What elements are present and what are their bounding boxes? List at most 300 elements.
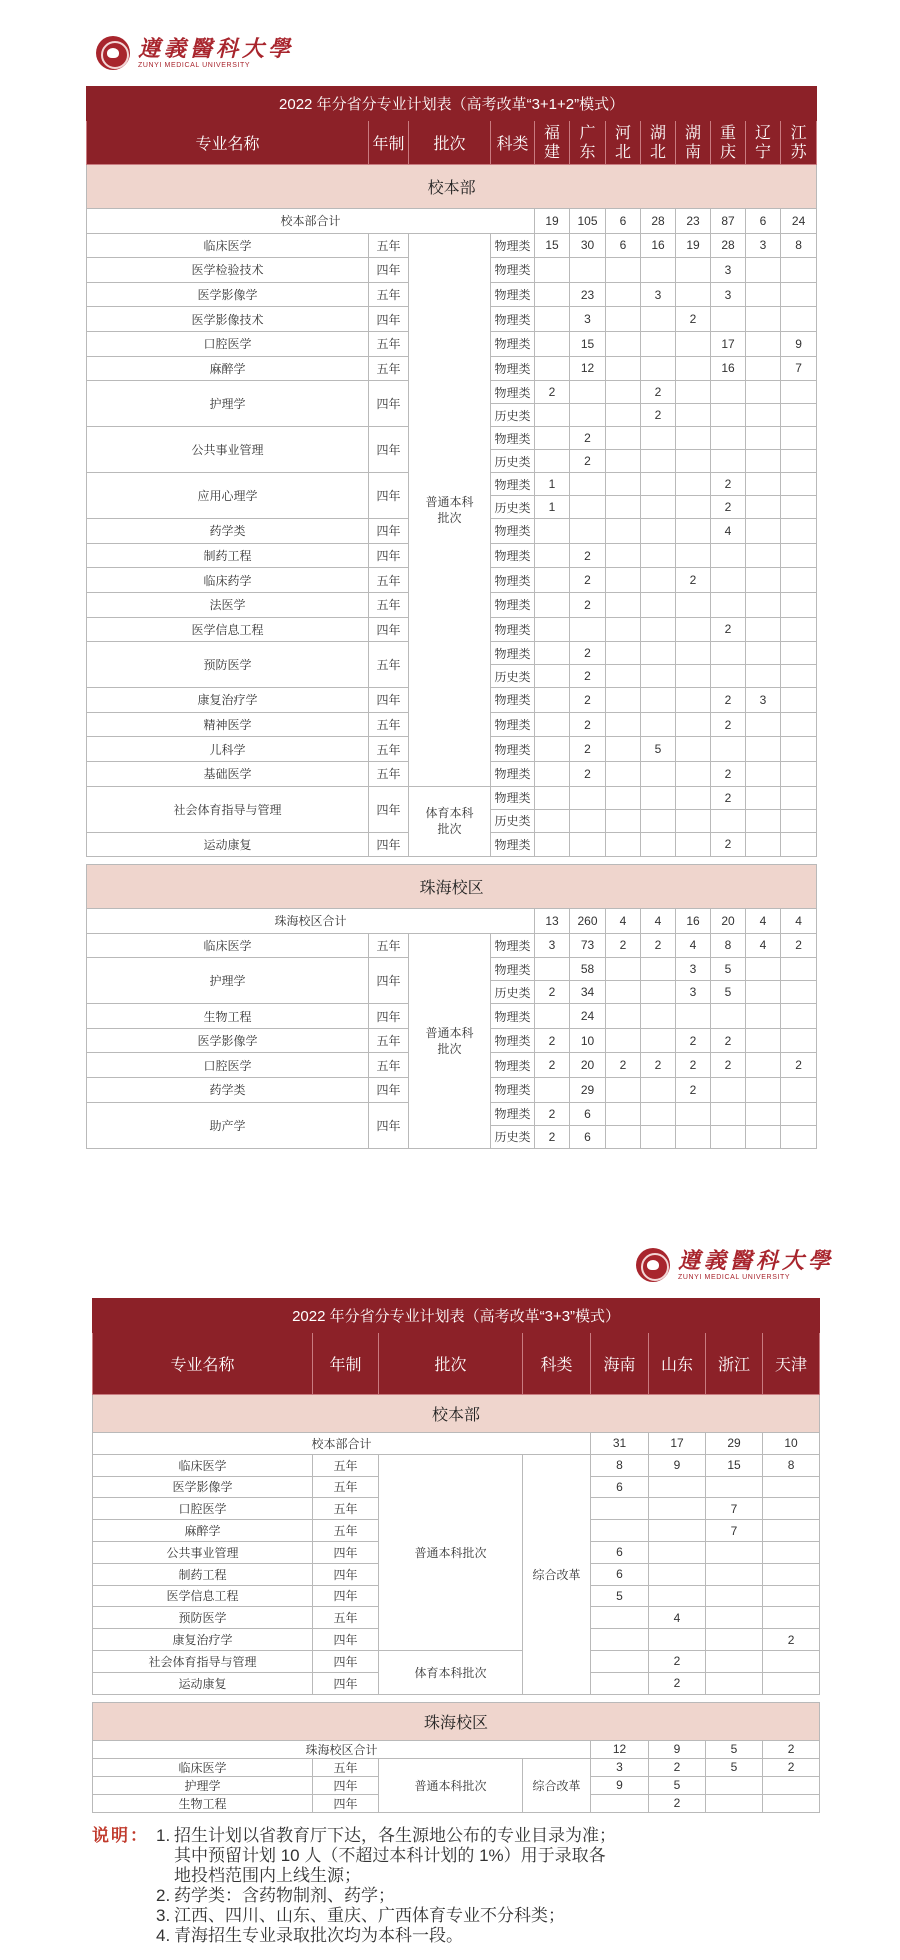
- plan-count: [706, 1794, 763, 1812]
- plan-count: 8: [763, 1454, 820, 1476]
- plan-count: 3: [676, 958, 711, 981]
- subject-type: 历史类: [491, 665, 535, 688]
- major-name: 医学影像学: [93, 1476, 313, 1498]
- major-years: 四年: [313, 1563, 379, 1585]
- header-province: 湖南: [676, 121, 711, 165]
- major-years: 五年: [369, 642, 409, 688]
- plan-count: 2: [649, 1794, 706, 1812]
- subject-type: 物理类: [491, 282, 535, 307]
- plan-count: [676, 473, 711, 496]
- plan-count: 29: [570, 1078, 606, 1103]
- plan-count: [606, 381, 641, 404]
- plan-count: 3: [641, 282, 676, 307]
- total-value: 4: [781, 909, 817, 934]
- plan-count: [535, 761, 570, 786]
- major-years: 四年: [313, 1541, 379, 1563]
- plan-count: [606, 568, 641, 593]
- total-row: [93, 1740, 820, 1758]
- plan-count: 6: [591, 1541, 649, 1563]
- plan-count: [746, 1125, 781, 1148]
- notes-list: [156, 1826, 812, 1946]
- plan-count: [606, 688, 641, 713]
- plan-count: [641, 307, 676, 332]
- plan-count: [746, 642, 781, 665]
- university-seal-icon-2: [636, 1248, 670, 1282]
- subject-type: 历史类: [491, 450, 535, 473]
- plan-count: 2: [676, 1078, 711, 1103]
- plan-count: [781, 381, 817, 404]
- header-province: 广东: [570, 121, 606, 165]
- plan-count: [711, 1004, 746, 1029]
- plan-count: [676, 519, 711, 544]
- plan-count: [535, 809, 570, 832]
- major-years: 五年: [369, 737, 409, 762]
- plan-count: [606, 1078, 641, 1103]
- plan-count: 2: [606, 933, 641, 958]
- major-name: 康复治疗学: [93, 1629, 313, 1651]
- plan-count: [535, 786, 570, 809]
- plan-count: 9: [781, 331, 817, 356]
- plan-count: [535, 258, 570, 283]
- subject-type: 历史类: [491, 981, 535, 1004]
- major-years: 四年: [313, 1672, 379, 1694]
- major-name: 临床医学: [87, 233, 369, 258]
- plan-count: 15: [706, 1454, 763, 1476]
- major-name: 护理学: [93, 1776, 313, 1794]
- major-name: 公共事业管理: [87, 427, 369, 473]
- plan-count: [606, 809, 641, 832]
- plan-count: [570, 404, 606, 427]
- plan-count: 2: [570, 712, 606, 737]
- subject-type: 物理类: [491, 427, 535, 450]
- total-value: 31: [591, 1433, 649, 1455]
- plan-count: [649, 1498, 706, 1520]
- plan-count: [641, 1004, 676, 1029]
- major-name: 基础医学: [87, 761, 369, 786]
- major-years: 四年: [313, 1585, 379, 1607]
- plan-count: [641, 427, 676, 450]
- plan-count: [570, 258, 606, 283]
- plan-count: 16: [641, 233, 676, 258]
- major-name: 法医学: [87, 592, 369, 617]
- plan-count: [781, 688, 817, 713]
- plan-count: [641, 1125, 676, 1148]
- plan-count: [676, 761, 711, 786]
- total-value: 17: [649, 1433, 706, 1455]
- plan-count: [706, 1776, 763, 1794]
- plan-count: [535, 617, 570, 642]
- plan-count: [606, 665, 641, 688]
- total-value: 4: [641, 909, 676, 934]
- major-name: 制药工程: [93, 1563, 313, 1585]
- plan-count: [641, 665, 676, 688]
- plan-count: 2: [711, 761, 746, 786]
- table-row: [87, 233, 817, 258]
- note-text: 青海招生专业录取批次均为本科一段。: [174, 1926, 463, 1945]
- plan-count: [706, 1650, 763, 1672]
- major-years: 四年: [369, 832, 409, 857]
- plan-count: 2: [641, 933, 676, 958]
- plan-count: [535, 665, 570, 688]
- plan-count: [606, 1004, 641, 1029]
- plan-count: 7: [706, 1498, 763, 1520]
- plan-count: [781, 617, 817, 642]
- total-value: 20: [711, 909, 746, 934]
- header-major: 专业名称: [93, 1333, 313, 1395]
- plan-count: 2: [676, 1028, 711, 1053]
- plan-count: 30: [570, 233, 606, 258]
- plan-count: 4: [676, 933, 711, 958]
- plan-count: [570, 381, 606, 404]
- university-logo-bottom: [636, 1248, 834, 1282]
- plan-count: [763, 1794, 820, 1812]
- plan-count: 3: [746, 688, 781, 713]
- plan-count: 2: [535, 381, 570, 404]
- plan-count: [535, 568, 570, 593]
- total-label: 珠海校区合计: [93, 1740, 591, 1758]
- major-years: 四年: [369, 1102, 409, 1148]
- header-years: 年制: [369, 121, 409, 165]
- total-label: 校本部合计: [87, 209, 535, 234]
- major-name: 运动康复: [87, 832, 369, 857]
- major-years: 五年: [369, 761, 409, 786]
- batch-general: 普通本科批次: [409, 933, 491, 1148]
- major-name: 医学信息工程: [87, 617, 369, 642]
- major-name: 生物工程: [87, 1004, 369, 1029]
- plan-count: [746, 617, 781, 642]
- plan-count: [641, 1102, 676, 1125]
- plan-count: [676, 809, 711, 832]
- plan-count: 15: [535, 233, 570, 258]
- plan-count: 6: [606, 233, 641, 258]
- plan-count: [746, 307, 781, 332]
- plan-count: [711, 809, 746, 832]
- plan-count: 2: [570, 737, 606, 762]
- plan-count: [763, 1585, 820, 1607]
- plan-count: 2: [641, 404, 676, 427]
- subject-type: 物理类: [491, 381, 535, 404]
- plan-count: [781, 568, 817, 593]
- plan-count: 2: [535, 1125, 570, 1148]
- table-row: [87, 786, 817, 809]
- subject-type: 物理类: [491, 543, 535, 568]
- batch-sports: 体育本科批次: [409, 786, 491, 857]
- plan-count: 2: [535, 981, 570, 1004]
- plan-count: [781, 832, 817, 857]
- plan-count: [781, 981, 817, 1004]
- plan-count: [535, 543, 570, 568]
- plan-count: [676, 592, 711, 617]
- plan-count: [781, 737, 817, 762]
- plan-count: 2: [763, 1758, 820, 1776]
- major-years: 四年: [369, 617, 409, 642]
- plan-count: [606, 450, 641, 473]
- header-subject: 科类: [491, 121, 535, 165]
- plan-count: [591, 1650, 649, 1672]
- plan-count: [641, 981, 676, 1004]
- major-years: 五年: [369, 568, 409, 593]
- plan-count: 2: [535, 1053, 570, 1078]
- plan-count: [606, 981, 641, 1004]
- plan-count: [763, 1563, 820, 1585]
- plan-count: 2: [570, 688, 606, 713]
- plan-count: [641, 450, 676, 473]
- major-years: 四年: [369, 307, 409, 332]
- plan-count: [535, 592, 570, 617]
- major-years: 五年: [369, 712, 409, 737]
- major-name: 预防医学: [93, 1607, 313, 1629]
- plan-count: 3: [711, 282, 746, 307]
- plan-count: 7: [706, 1520, 763, 1542]
- batch-general: 普通本科批次: [379, 1758, 523, 1812]
- plan-count: [606, 404, 641, 427]
- subject-type: 物理类: [491, 307, 535, 332]
- plan-count: [711, 381, 746, 404]
- plan-count: [781, 809, 817, 832]
- section-title: 校本部: [87, 165, 817, 209]
- table-row: [87, 933, 817, 958]
- plan-count: [781, 958, 817, 981]
- plan-count: 4: [711, 519, 746, 544]
- plan-count: 7: [781, 356, 817, 381]
- plan-count: [746, 496, 781, 519]
- plan-count: 2: [641, 1053, 676, 1078]
- plan-count: [591, 1607, 649, 1629]
- table-row: [93, 1454, 820, 1476]
- major-name: 儿科学: [87, 737, 369, 762]
- plan-count: 6: [591, 1476, 649, 1498]
- plan-count: [641, 568, 676, 593]
- plan-count: [535, 356, 570, 381]
- plan-count: [746, 381, 781, 404]
- subject-type: 物理类: [491, 258, 535, 283]
- plan-count: 3: [570, 307, 606, 332]
- plan-count: [535, 1078, 570, 1103]
- major-years: 四年: [313, 1776, 379, 1794]
- plan-count: [781, 761, 817, 786]
- plan-count: [641, 496, 676, 519]
- batch-general: 普通本科批次: [379, 1454, 523, 1650]
- major-years: 五年: [313, 1498, 379, 1520]
- plan-count: [746, 404, 781, 427]
- plan-count: 2: [781, 933, 817, 958]
- plan-count: 20: [570, 1053, 606, 1078]
- plan-count: [535, 427, 570, 450]
- plan-count: [746, 737, 781, 762]
- plan-count: 5: [706, 1758, 763, 1776]
- plan-count: [781, 665, 817, 688]
- plan-count: [676, 688, 711, 713]
- plan-count: 2: [711, 496, 746, 519]
- plan-count: [711, 665, 746, 688]
- total-value: 29: [706, 1433, 763, 1455]
- plan-count: [676, 617, 711, 642]
- header-province: 浙江: [706, 1333, 763, 1395]
- major-name: 预防医学: [87, 642, 369, 688]
- subject-type: 物理类: [491, 933, 535, 958]
- plan-count: 8: [781, 233, 817, 258]
- university-logo-top: [96, 36, 294, 70]
- plan-count: [641, 592, 676, 617]
- plan-count: [570, 832, 606, 857]
- plan-count: [535, 958, 570, 981]
- plan-count: [746, 258, 781, 283]
- subject-type: 物理类: [491, 233, 535, 258]
- major-name: 运动康复: [93, 1672, 313, 1694]
- plan-count: [706, 1607, 763, 1629]
- header-province: 重庆: [711, 121, 746, 165]
- plan-count: [706, 1476, 763, 1498]
- plan-count: [535, 519, 570, 544]
- plan-count: 4: [649, 1607, 706, 1629]
- total-value: 4: [606, 909, 641, 934]
- plan-count: [591, 1498, 649, 1520]
- plan-count: [763, 1541, 820, 1563]
- plan-count: [676, 404, 711, 427]
- plan-count: 3: [535, 933, 570, 958]
- subject-type: 物理类: [491, 1102, 535, 1125]
- major-name: 护理学: [87, 958, 369, 1004]
- major-name: 护理学: [87, 381, 369, 427]
- header-province: 湖北: [641, 121, 676, 165]
- spacer-row: [93, 1694, 820, 1702]
- plan-count: [746, 712, 781, 737]
- plan-count: [606, 617, 641, 642]
- plan-count: [746, 427, 781, 450]
- total-value: 16: [676, 909, 711, 934]
- subject-type: 物理类: [491, 642, 535, 665]
- section-title: 珠海校区: [93, 1702, 820, 1740]
- subject-type: 物理类: [491, 786, 535, 809]
- plan-count: [676, 737, 711, 762]
- note-text: 江西、四川、山东、重庆、广西体育专业不分科类；: [174, 1906, 565, 1925]
- plan-count: [781, 307, 817, 332]
- plan-count: [763, 1520, 820, 1542]
- section-row: [93, 1395, 820, 1433]
- plan-count: 5: [641, 737, 676, 762]
- plan-count: [606, 543, 641, 568]
- plan-count: 1: [535, 496, 570, 519]
- plan-count: [649, 1629, 706, 1651]
- plan-count: [746, 958, 781, 981]
- plan-count: [641, 642, 676, 665]
- plan-count: [711, 568, 746, 593]
- plan-count: [641, 519, 676, 544]
- plan-count: [781, 496, 817, 519]
- plan-count: 2: [711, 617, 746, 642]
- major-name: 公共事业管理: [93, 1541, 313, 1563]
- plan-count: [746, 981, 781, 1004]
- total-value: 28: [641, 209, 676, 234]
- plan-count: [535, 450, 570, 473]
- university-seal-icon: [96, 36, 130, 70]
- subject-type: 历史类: [491, 809, 535, 832]
- plan-count: 19: [676, 233, 711, 258]
- plan-count: [676, 381, 711, 404]
- plan-count: [606, 737, 641, 762]
- section-title: 珠海校区: [87, 865, 817, 909]
- total-value: 6: [746, 209, 781, 234]
- major-name: 制药工程: [87, 543, 369, 568]
- plan-count: [763, 1476, 820, 1498]
- major-years: 四年: [369, 543, 409, 568]
- plan-count: [763, 1776, 820, 1794]
- plan-count: [746, 832, 781, 857]
- plan-count: [676, 1102, 711, 1125]
- plan-count: [535, 331, 570, 356]
- plan-count: [641, 958, 676, 981]
- plan-count: [711, 1078, 746, 1103]
- table-row: [93, 1650, 820, 1672]
- plan-count: [781, 786, 817, 809]
- subject-type: 物理类: [491, 519, 535, 544]
- table-title: 2022 年分省分专业计划表（高考改革“3+1+2”模式）: [87, 87, 817, 121]
- plan-count: 2: [570, 427, 606, 450]
- plan-count: [570, 473, 606, 496]
- plan-count: [606, 958, 641, 981]
- major-years: 四年: [369, 1004, 409, 1029]
- major-name: 医学检验技术: [87, 258, 369, 283]
- note-text: 药学类：含药物制剂、药学；: [174, 1886, 395, 1905]
- plan-count: 2: [535, 1102, 570, 1125]
- plan-count: 5: [711, 958, 746, 981]
- major-years: 五年: [369, 331, 409, 356]
- major-years: 四年: [369, 473, 409, 519]
- plan-count: 5: [591, 1585, 649, 1607]
- plan-count: 2: [606, 1053, 641, 1078]
- header-province: 江苏: [781, 121, 817, 165]
- subject-type: 物理类: [491, 1053, 535, 1078]
- plan-count: [606, 1028, 641, 1053]
- plan-count: 10: [570, 1028, 606, 1053]
- plan-count: [676, 496, 711, 519]
- plan-count: [535, 688, 570, 713]
- plan-count: [746, 1053, 781, 1078]
- major-name: 药学类: [87, 1078, 369, 1103]
- major-name: 临床药学: [87, 568, 369, 593]
- plan-count: 6: [570, 1102, 606, 1125]
- plan-count: 2: [570, 665, 606, 688]
- plan-count: 3: [676, 981, 711, 1004]
- plan-count: [535, 307, 570, 332]
- plan-count: 2: [649, 1672, 706, 1694]
- plan-count: [676, 1125, 711, 1148]
- plan-count: [641, 1028, 676, 1053]
- plan-count: [606, 282, 641, 307]
- plan-count: [591, 1629, 649, 1651]
- plan-count: [591, 1794, 649, 1812]
- major-years: 五年: [369, 933, 409, 958]
- subject-type: 物理类: [491, 688, 535, 713]
- major-years: 五年: [313, 1520, 379, 1542]
- subject-type: 物理类: [491, 473, 535, 496]
- plan-count: 4: [746, 933, 781, 958]
- major-name: 口腔医学: [93, 1498, 313, 1520]
- plan-count: 5: [649, 1776, 706, 1794]
- subject-type: 物理类: [491, 761, 535, 786]
- plan-count: [676, 450, 711, 473]
- subject-type: 历史类: [491, 1125, 535, 1148]
- major-name: 社会体育指导与管理: [93, 1650, 313, 1672]
- total-value: 12: [591, 1740, 649, 1758]
- subject-type: 物理类: [491, 592, 535, 617]
- plan-count: 2: [570, 642, 606, 665]
- major-years: 五年: [369, 1028, 409, 1053]
- plan-count: 9: [591, 1776, 649, 1794]
- total-value: 87: [711, 209, 746, 234]
- major-years: 五年: [313, 1476, 379, 1498]
- note-item: [156, 1926, 812, 1946]
